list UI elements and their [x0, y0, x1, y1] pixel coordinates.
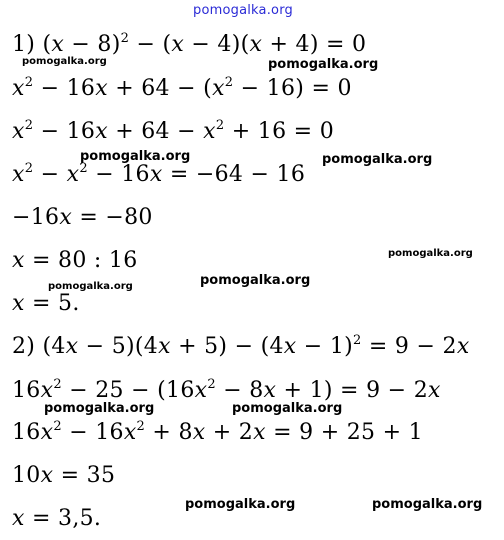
watermark: pomogalka.org [44, 401, 155, 416]
equation-1-line-5: −16x = −80 [12, 205, 153, 230]
watermark: pomogalka.org [185, 497, 296, 512]
problem-number-2: 2) [12, 334, 36, 359]
equation-2-line-2: $16x^2 - 25 - (16x^2 - 8x + 1) = 9 - 2x$ [12, 377, 441, 403]
equation-1-line-6: x = 80 : 16 [12, 248, 138, 273]
equation-2-line-1 [12, 334, 470, 360]
equation-1-result: x = 5. [12, 291, 80, 316]
step-text: $(x - 8)^2 - (x - 4)(x + 4) = 0$ [42, 31, 367, 57]
equation-1-line-1 [12, 32, 366, 58]
watermark: pomogalka.org [48, 281, 133, 292]
watermark: pomogalka.org [372, 497, 483, 512]
step-text: $(4x - 5)(4x + 5) - (4x - 1)^2 = 9 - 2x$ [42, 333, 470, 359]
watermark: pomogalka.org [232, 401, 343, 416]
equation-2-line-4: 10x = 35 [12, 463, 116, 488]
equation-1-line-2: $x^2 - 16x + 64 - (x^2 - 16) = 0$ [12, 75, 352, 101]
watermark: pomogalka.org [322, 152, 433, 167]
watermark: pomogalka.org [22, 56, 107, 67]
watermark: pomogalka.org [200, 273, 311, 288]
equation-2-result: x = 3,5. [12, 506, 102, 531]
equation-2-line-3: $16x^2 - 16x^2 + 8x + 2x = 9 + 25 + 1$ [12, 419, 423, 445]
watermark: pomogalka.org [388, 248, 473, 259]
equation-1-line-4: $x^2 - x^2 - 16x = -64 - 16$ [12, 161, 306, 187]
site-watermark-header: pomogalka.org [193, 3, 293, 18]
watermark: pomogalka.org [80, 149, 191, 164]
problem-number-1: 1) [12, 32, 36, 57]
equation-1-line-3: $x^2 - 16x + 64 - x^2 + 16 = 0$ [12, 118, 334, 144]
watermark: pomogalka.org [268, 57, 379, 72]
